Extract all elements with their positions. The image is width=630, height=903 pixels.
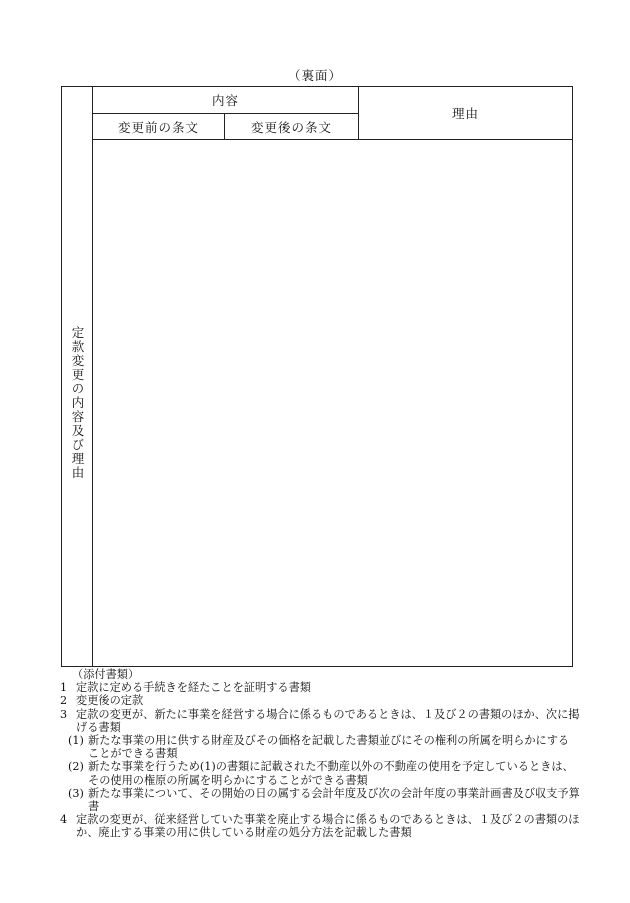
list-item: 1 定款に定める手続きを経たことを証明する書類	[60, 681, 311, 695]
content-entry-area[interactable]	[93, 140, 572, 666]
header-reason: 理由	[451, 106, 479, 121]
list-subitem: (2) 新たな事業を行うため(1)の書類に記載された不動産以外の不動産の使用を予定しているときは、その使用の権原の所属を明らかにすることができる書類	[68, 760, 574, 787]
header-content: 内容	[211, 93, 239, 108]
list-item: 2 変更後の定款	[60, 694, 144, 708]
list-subitem: (1) 新たな事業の用に供する財産及びその価格を記載した書類並びにその権利の所属を明らかにすることができる書類	[68, 734, 570, 761]
list-item: 3 定款の変更が、新たに事業を経営する場合に係るものであるときは、１及び２の書類のほか、次に掲げる書類	[60, 707, 580, 734]
list-subitem: (3) 新たな事業について、その開始の日の属する会計年度及び次の会計年度の事業計画書及び収支予算書	[68, 786, 580, 814]
side-label	[62, 139, 92, 667]
header-after-article: 変更後の条文	[250, 119, 332, 135]
side-label-text: 定款変更の内容及び理由	[70, 326, 85, 480]
amendment-form-table	[61, 86, 573, 667]
attached-documents-notes	[60, 668, 580, 840]
list-item: 4 定款の変更が、従来経営していた事業を廃止する場合に係るものであるときは、１及び２の書類のほか、廃止する事業の用に供している財産の処分方法を記載した書類	[60, 813, 580, 840]
header-before-article: 変更前の条文	[117, 119, 199, 135]
notes-heading: （添付書類）	[72, 668, 140, 681]
page-title: （裏面）	[287, 68, 342, 83]
